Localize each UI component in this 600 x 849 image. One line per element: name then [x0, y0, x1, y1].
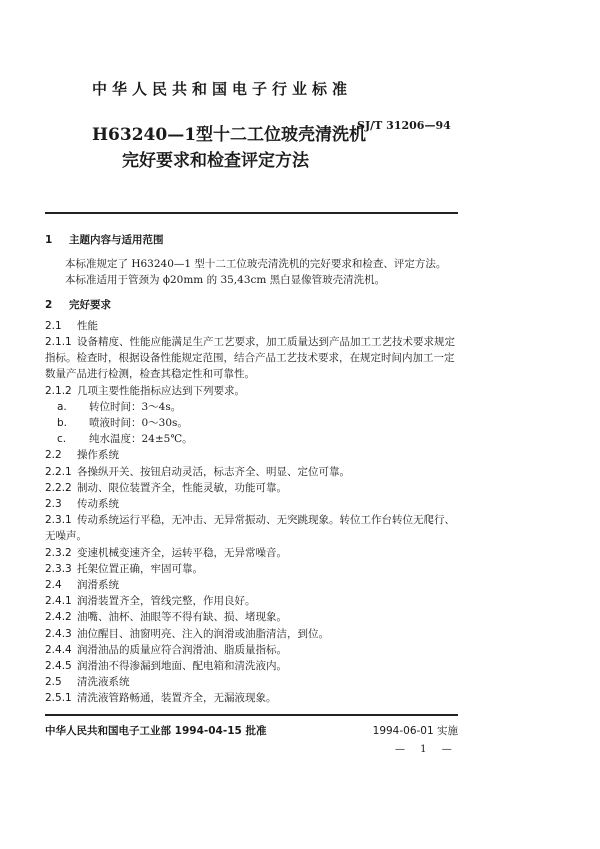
footer — [45, 724, 458, 738]
clause — [45, 480, 463, 496]
standard-code: SJ/T 31206—94 — [357, 119, 451, 132]
clause-number: 2.2 — [45, 449, 62, 462]
clause-text: 变速机械变速齐全，运转平稳，无异常噪音。 — [77, 546, 287, 559]
clause — [45, 464, 463, 480]
clause — [45, 561, 463, 577]
clause-list — [45, 318, 463, 707]
title-line-2: 完好要求和检查评定方法 — [122, 151, 309, 171]
clause — [45, 593, 463, 609]
clause — [45, 674, 463, 690]
clause-number: 2.5 — [45, 676, 62, 689]
clause-number: 2.4.2 — [45, 611, 72, 624]
clause — [45, 642, 463, 658]
clause — [45, 545, 463, 561]
clause-text: 传动系统 — [77, 498, 119, 511]
clause — [45, 415, 463, 431]
clause-number: 2.2.2 — [45, 481, 72, 494]
clause-text: 几项主要性能指标应达到下列要求。 — [77, 384, 245, 397]
clause-number: 2.3.3 — [45, 562, 72, 575]
section-heading: 2 完好要求 — [45, 298, 111, 311]
clause — [45, 609, 463, 625]
clause-number: 2.4 — [45, 579, 62, 592]
clause-text: 油嘴、油杯、油眼等不得有缺、损、堵现象。 — [77, 611, 287, 624]
clause-text: 润滑油品的质量应符合润滑油、脂质量指标。 — [77, 643, 287, 656]
clause-text: 操作系统 — [77, 449, 119, 462]
clause-number: c. — [57, 433, 67, 446]
header-rule — [45, 212, 458, 214]
clause — [45, 690, 463, 706]
clause-number: b. — [57, 417, 68, 430]
clause-number: 2.3.1 — [45, 514, 72, 527]
clause-text: 油位醒目、油窗明亮、注入的润滑或油脂清洁，到位。 — [77, 627, 329, 640]
clause — [45, 334, 463, 383]
clause-text: 设备精度、性能应能满足生产工艺要求，加工质量达到产品加工工艺技术要求规定指标。检查时，根据设备性能规定范围，结合产品工艺技术要求，在规定时间内加工一定数量产品进行检测，检查其稳定性和可靠性。 — [45, 336, 455, 381]
page-number: — 1 — — [395, 743, 458, 755]
clause — [45, 512, 463, 544]
clause-number: a. — [57, 400, 67, 413]
clause-number: 2.5.1 — [45, 692, 72, 705]
paragraph: 本标准适用于管颈为 ϕ20mm 的 35,43cm 黑白显像管玻壳清洗机。 — [65, 274, 386, 287]
section-heading: 1 主题内容与适用范围 — [45, 234, 164, 246]
clause-number: 2.4.3 — [45, 627, 72, 640]
clause — [45, 431, 463, 447]
clause-number: 2.1.1 — [45, 336, 72, 349]
issuing-organization: 中华人民共和国电子行业标准 — [92, 80, 353, 98]
clause — [45, 383, 463, 399]
clause — [45, 626, 463, 642]
clause-number: 2.1 — [45, 319, 62, 332]
document-body — [45, 232, 463, 707]
title-line-1: H63240—1型十二工位玻壳清洗机 — [92, 125, 367, 145]
clause-text: 传动系统运行平稳，无冲击、无异常振动、无突跳现象。转位工作台转位无爬行、无噪声。 — [45, 514, 455, 543]
clause-number: 2.2.1 — [45, 465, 72, 478]
clause-text: 转位时间：3～4s。 — [89, 400, 182, 413]
page-flow — [45, 232, 463, 757]
clause-text: 各操纵开关、按钮启动灵活，标志齐全、明显、定位可靠。 — [77, 465, 350, 478]
clause-number: 2.1.2 — [45, 384, 72, 397]
clause-text: 润滑装置齐全，管线完整，作用良好。 — [77, 595, 256, 608]
clause-text: 润滑系统 — [77, 579, 119, 592]
effective-date: 1994-06-01 实施 — [372, 724, 458, 737]
clause-number: 2.3.2 — [45, 546, 72, 559]
clause-text: 清洗液管路畅通，装置齐全，无漏液现象。 — [77, 692, 277, 705]
clause-text: 制动、限位装置齐全，性能灵敏，功能可靠。 — [77, 481, 287, 494]
clause — [45, 658, 463, 674]
clause — [45, 399, 463, 415]
paragraph: 本标准规定了 H63240—1 型十二工位玻壳清洗机的完好要求和检查、评定方法。 — [65, 258, 447, 271]
clause-text: 清洗液系统 — [77, 676, 130, 689]
clause — [45, 447, 463, 463]
clause-text: 喷液时间：0～30s。 — [89, 417, 188, 430]
approval-note: 中华人民共和国电子工业部 1994-04-15 批准 — [45, 724, 267, 737]
footer-rule — [45, 714, 458, 716]
clause-text: 性能 — [77, 319, 98, 332]
clause-number: 2.4.4 — [45, 643, 72, 656]
clause — [45, 577, 463, 593]
clause — [45, 496, 463, 512]
clause-number: 2.3 — [45, 498, 62, 511]
clause-text: 托架位置正确，牢固可靠。 — [77, 562, 203, 575]
clause-text: 润滑油不得渗漏到地面、配电箱和清洗液内。 — [77, 660, 287, 673]
clause-number: 2.4.1 — [45, 595, 72, 608]
clause — [45, 318, 463, 334]
clause-number: 2.4.5 — [45, 660, 72, 673]
clause-text: 纯水温度：24±5℃。 — [89, 433, 193, 446]
